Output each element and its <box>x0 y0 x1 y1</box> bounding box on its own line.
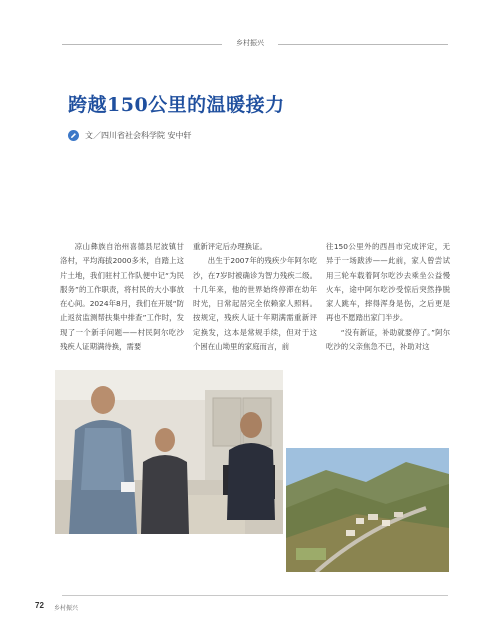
header-rule-right <box>278 44 448 45</box>
text-column-2 <box>193 240 317 354</box>
office-photo <box>55 370 283 534</box>
paragraph: “没有新证，补助就要停了。”阿尔吃沙的父亲焦急不已，补助对这 <box>326 327 450 352</box>
paragraph: 重新评定后办理换证。 <box>193 242 267 251</box>
page-number: 72 <box>35 601 44 610</box>
section-label: 乡村振兴 <box>236 39 264 47</box>
text-column-1 <box>60 240 184 354</box>
footer-label: 乡村振兴 <box>54 605 79 612</box>
byline <box>68 130 192 141</box>
header-rule-left <box>62 44 222 45</box>
byline-text: 文／四川省社会科学院 安中轩 <box>85 131 192 140</box>
footer-rule <box>62 595 448 596</box>
article-body <box>60 240 450 354</box>
article-title: 跨越150公里的温暖接力 <box>68 94 285 116</box>
text-column-3 <box>326 240 450 354</box>
paragraph: 出生于2007年的残疾少年阿尔吃沙，在7岁时被确诊为智力残疾二级。十几年来，他的世界始终停滞在幼年时光，日常起居完全依赖家人照料。按规定，残疾人证十年期满需重新评定换发，这本是常规手续，但对于这个困在山坳里的家庭而言，前 <box>193 256 317 352</box>
paragraph: 往150公里外的西昌市完成评定，无异于一场跋涉——此前，家人曾尝试用三轮车载着阿尔吃沙去乘坐公益慢火车，途中阿尔吃沙受惊后突然挣脱家人跳车，摔得浑身是伤，之后更是再也不愿踏出家门半步。 <box>326 242 450 323</box>
village-landscape-photo <box>286 448 449 572</box>
pen-icon <box>68 130 79 141</box>
paragraph: 凉山彝族自治州喜德县尼波镇甘洛村，平均海拔2000多米，自踏上这片土地，我们驻村工作队便中记“为民服务”的工作职责，将村民的大小事放在心间。2024年8月，我们在开展“防止返贫监测帮扶集中排查”工作时，发现了一个新手问题——村民阿尔吃沙残疾人证期满待换，需要 <box>60 242 184 352</box>
